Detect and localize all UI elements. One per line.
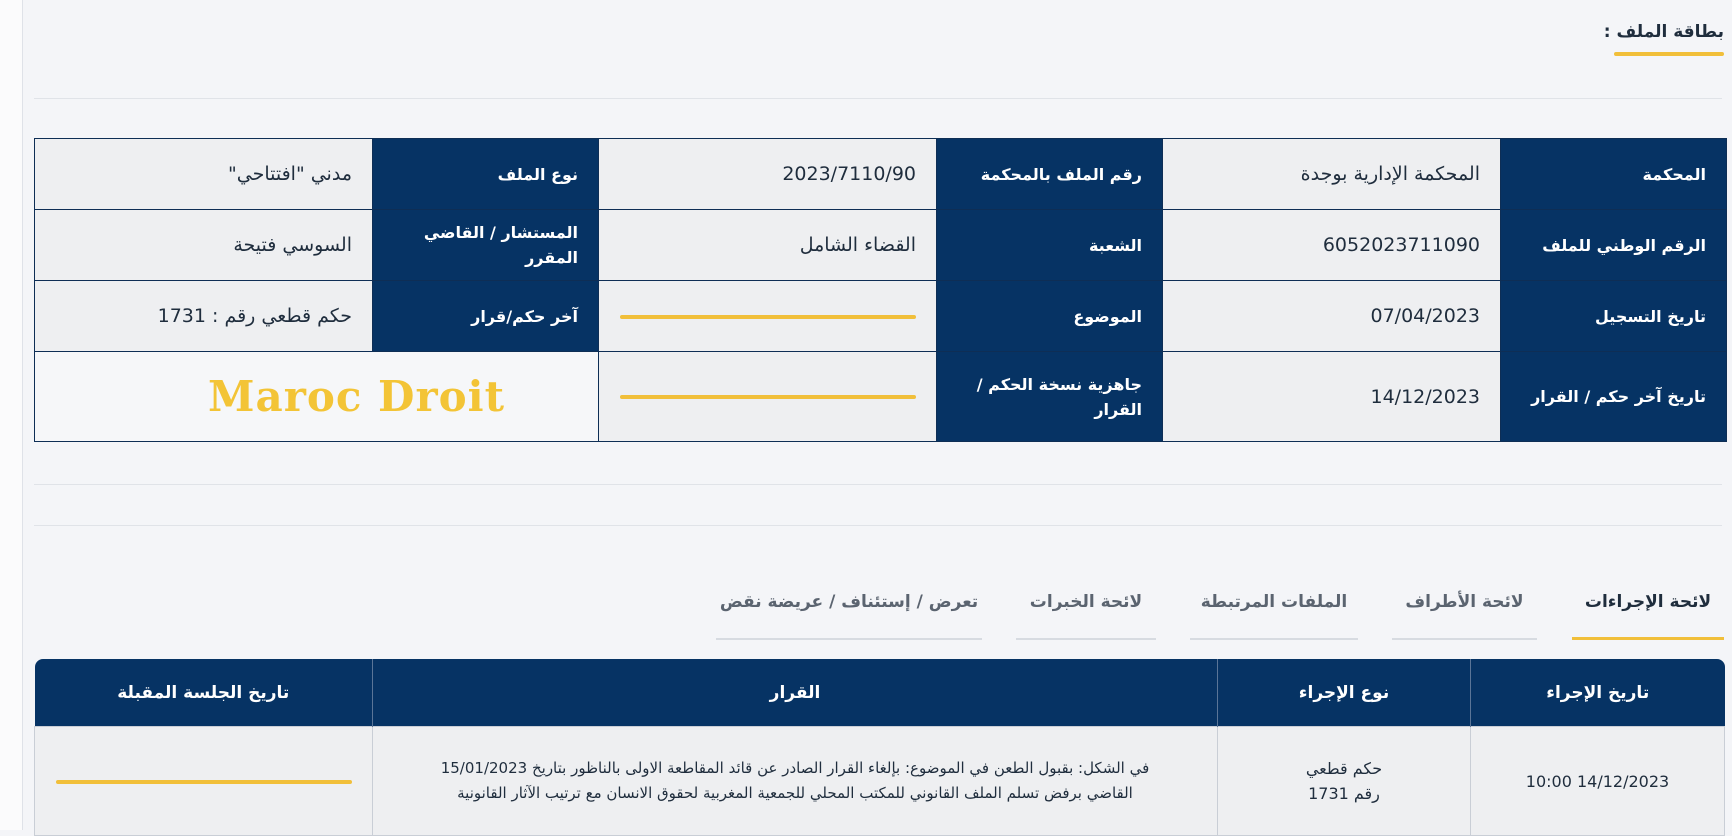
registration-date-label: تاريخ التسجيل [1501,281,1727,352]
decision-line: القاضي برفض تسلم الملف القانوني للمكتب المحلي للجمعية المغربية لحقوق الانسان مع ترتيب الآثار القانونية [457,784,1133,802]
divider [34,98,1722,99]
watermark-cell [35,352,599,442]
court-file-number-value: 2023/7110/90 [599,139,937,210]
redaction-line [620,315,916,319]
national-number-value: 6052023711090 [1163,210,1501,281]
title-underline [1614,52,1724,56]
last-judgment-date-label: تاريخ آخر حكم / القرار [1501,352,1727,442]
last-judgment-value: حكم قطعي رقم : 1731 [35,281,373,352]
last-judgment-date-value: 14/12/2023 [1163,352,1501,442]
header-decision: القرار [373,659,1218,727]
procedure-type-line: حكم قطعي [1305,759,1383,778]
maroc-droit-logo: Maroc Droit [208,372,505,421]
procedure-date: 14/12/2023 10:00 [1471,727,1725,836]
tab-parties[interactable]: لائحة الأطراف [1392,580,1537,640]
header-next-session-date: تاريخ الجلسة المقبلة [35,659,373,727]
copy-ready-value [599,352,937,442]
national-number-label: الرقم الوطني للملف [1501,210,1727,281]
judge-label: المستشار / القاضي المقرر [373,210,599,281]
divider [34,525,1722,526]
divider [34,484,1722,485]
tab-appeals[interactable]: تعرض / إستئناف / عريضة نقض [716,580,982,640]
tab-procedures[interactable]: لائحة الإجراءات [1572,580,1724,640]
file-type-label: نوع الملف [373,139,599,210]
procedure-type [1218,727,1471,836]
subject-label: الموضوع [937,281,1163,352]
last-judgment-label: آخر حكم/قرار [373,281,599,352]
tab-related-files[interactable]: الملفات المرتبطة [1190,580,1358,640]
header-procedure-date: تاريخ الإجراء [1471,659,1725,727]
decision-line: في الشكل: بقبول الطعن في الموضوع: بإلغاء القرار الصادر عن قائد المقاطعة الاولى بالناظور بتاريخ 15/01/2023 [440,759,1150,777]
file-card-table [34,138,1727,442]
header-procedure-type: نوع الإجراء [1218,659,1471,727]
procedure-type-line: رقم 1731 [1308,784,1380,803]
court-value: المحكمة الإدارية بوجدة [1163,139,1501,210]
judge-value: السوسي فتيحة [35,210,373,281]
left-border [0,0,23,830]
decision [373,727,1218,836]
court-label: المحكمة [1501,139,1727,210]
registration-date-value: 07/04/2023 [1163,281,1501,352]
tab-expertises[interactable]: لائحة الخبرات [1016,580,1156,640]
division-label: الشعبة [937,210,1163,281]
redaction-line [56,780,352,784]
court-file-number-label: رقم الملف بالمحكمة [937,139,1163,210]
table-row [35,727,1725,836]
file-type-value: مدني "افتتاحي" [35,139,373,210]
next-session-date [35,727,373,836]
section-title: بطاقة الملف : [1603,22,1724,42]
division-value: القضاء الشامل [599,210,937,281]
redaction-line [620,395,916,399]
subject-value [599,281,937,352]
procedures-table [34,659,1725,836]
copy-ready-label: جاهزية نسخة الحكم / القرار [937,352,1163,442]
